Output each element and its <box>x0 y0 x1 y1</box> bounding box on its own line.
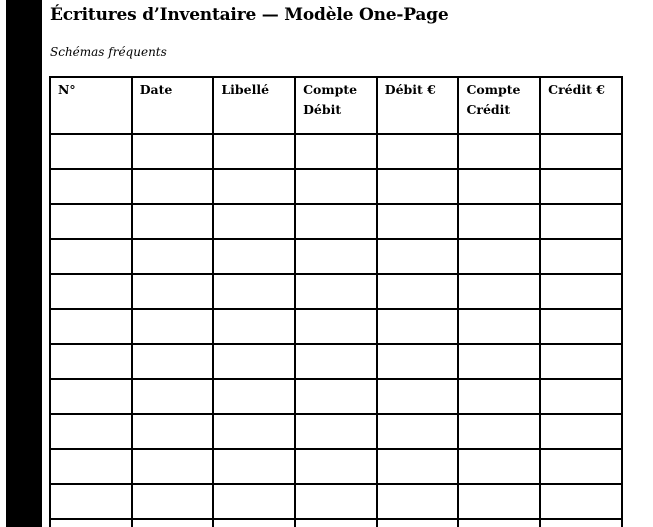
table-cell <box>458 519 540 527</box>
table-cell <box>213 274 295 309</box>
table-cell <box>295 309 377 344</box>
table-row <box>50 309 622 344</box>
table-cell <box>540 344 622 379</box>
table-cell <box>50 449 132 484</box>
header-debit-account: Compte Débit <box>295 77 377 134</box>
table-row <box>50 344 622 379</box>
table-cell <box>132 204 214 239</box>
table-cell <box>50 134 132 169</box>
table-cell <box>213 344 295 379</box>
table-cell <box>295 239 377 274</box>
table-cell <box>377 204 459 239</box>
table-cell <box>377 519 459 527</box>
table-cell <box>458 169 540 204</box>
table-row <box>50 239 622 274</box>
table-cell <box>132 414 214 449</box>
header-credit-account: Compte Crédit <box>458 77 540 134</box>
table-row <box>50 379 622 414</box>
table-cell <box>132 379 214 414</box>
table-cell <box>132 169 214 204</box>
inventory-entries-table <box>49 76 623 527</box>
table-cell <box>295 379 377 414</box>
table-cell <box>50 519 132 527</box>
table-cell <box>213 449 295 484</box>
table-cell <box>377 239 459 274</box>
table-cell <box>540 204 622 239</box>
table-cell <box>458 449 540 484</box>
header-number: N° <box>50 77 132 134</box>
table-cell <box>540 239 622 274</box>
table-cell <box>458 379 540 414</box>
table-cell <box>132 134 214 169</box>
table-cell <box>50 344 132 379</box>
table-row <box>50 134 622 169</box>
table-cell <box>295 484 377 519</box>
page-title: Écritures d’Inventaire — Modèle One-Page <box>50 5 449 25</box>
table-cell <box>377 274 459 309</box>
table-cell <box>458 134 540 169</box>
left-margin-bar <box>6 0 42 527</box>
table-cell <box>377 134 459 169</box>
table-cell <box>50 379 132 414</box>
table-cell <box>213 519 295 527</box>
table-cell <box>540 519 622 527</box>
table-cell <box>295 414 377 449</box>
table-cell <box>540 169 622 204</box>
table-cell <box>295 134 377 169</box>
table-cell <box>295 449 377 484</box>
table-cell <box>132 309 214 344</box>
table-cell <box>295 169 377 204</box>
table-cell <box>50 309 132 344</box>
table-cell <box>295 344 377 379</box>
table-cell <box>458 484 540 519</box>
table-cell <box>377 169 459 204</box>
table-cell <box>132 239 214 274</box>
table-cell <box>540 484 622 519</box>
table-row <box>50 169 622 204</box>
table-cell <box>213 414 295 449</box>
table-cell <box>50 484 132 519</box>
table-row <box>50 204 622 239</box>
table-cell <box>377 344 459 379</box>
table-cell <box>377 379 459 414</box>
table-cell <box>295 519 377 527</box>
table-cell <box>213 309 295 344</box>
table-header-row <box>50 77 622 134</box>
table-cell <box>458 274 540 309</box>
table-cell <box>132 519 214 527</box>
table-row <box>50 449 622 484</box>
table-cell <box>540 379 622 414</box>
table-cell <box>540 309 622 344</box>
table-row <box>50 414 622 449</box>
table-cell <box>377 449 459 484</box>
table-cell <box>295 204 377 239</box>
table-cell <box>213 379 295 414</box>
table-cell <box>213 169 295 204</box>
table-cell <box>213 484 295 519</box>
table-cell <box>540 449 622 484</box>
table-cell <box>132 484 214 519</box>
table-cell <box>377 309 459 344</box>
table-cell <box>377 484 459 519</box>
table-cell <box>540 414 622 449</box>
table-cell <box>50 274 132 309</box>
table-cell <box>132 344 214 379</box>
table-row <box>50 484 622 519</box>
table-cell <box>213 204 295 239</box>
table-cell <box>377 414 459 449</box>
header-label: Libellé <box>213 77 295 134</box>
table-cell <box>458 309 540 344</box>
table-cell <box>132 449 214 484</box>
table-cell <box>540 274 622 309</box>
table-cell <box>458 204 540 239</box>
header-date: Date <box>132 77 214 134</box>
table-cell <box>540 134 622 169</box>
table-cell <box>458 239 540 274</box>
table-row <box>50 519 622 527</box>
table-cell <box>50 414 132 449</box>
page-subtitle: Schémas fréquents <box>50 45 167 59</box>
header-debit-amount: Débit € <box>377 77 459 134</box>
table-row <box>50 274 622 309</box>
table-cell <box>295 274 377 309</box>
table-cell <box>50 169 132 204</box>
table-cell <box>50 204 132 239</box>
table-cell <box>50 239 132 274</box>
header-credit-amount: Crédit € <box>540 77 622 134</box>
table-cell <box>132 274 214 309</box>
table-cell <box>458 344 540 379</box>
table-cell <box>458 414 540 449</box>
table-cell <box>213 134 295 169</box>
table-body <box>50 134 622 527</box>
table-cell <box>213 239 295 274</box>
